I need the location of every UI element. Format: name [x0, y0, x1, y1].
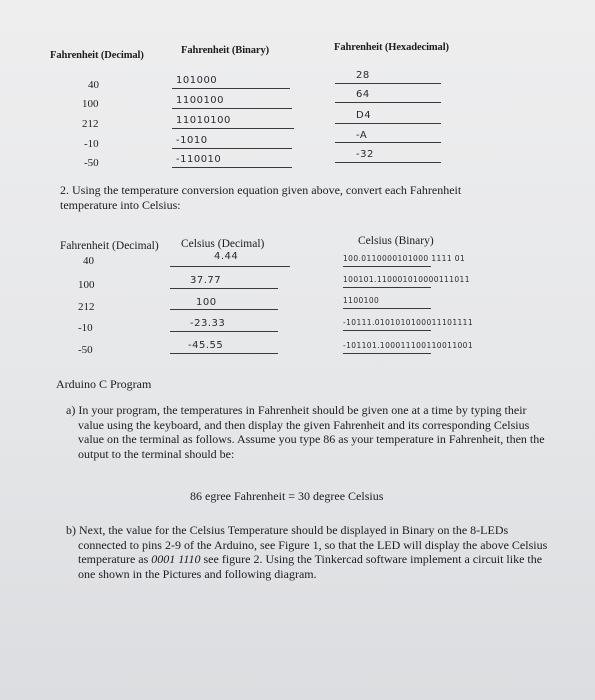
- table1-header-binary: Fahrenheit (Binary): [181, 45, 270, 56]
- table2-row-celsius: 100: [196, 297, 217, 308]
- table1-row-decimal: 212: [82, 118, 99, 130]
- table1-row-decimal: -10: [84, 138, 99, 150]
- table2-row-binary: 100101.110001010000111011: [343, 275, 470, 284]
- table2-row-fahrenheit: -10: [78, 322, 93, 334]
- table1-row-binary: 101000: [176, 75, 218, 86]
- table1-header-decimal: Fahrenheit (Decimal): [50, 50, 144, 61]
- table2-header-fahrenheit: Fahrenheit (Decimal): [60, 240, 159, 252]
- table1-row-decimal: 100: [82, 98, 99, 110]
- led-binary-value: 0001 1110: [151, 552, 201, 566]
- terminal-output-example: 86 egree Fahrenheit = 30 degree Celsius: [190, 489, 384, 503]
- table2-row-celsius: 37.77: [190, 275, 222, 286]
- table1-header-hex: Fahrenheit (Hexadecimal): [334, 42, 449, 53]
- table2-row-celsius: 4.44: [214, 251, 239, 262]
- table2-row-fahrenheit: 100: [78, 279, 95, 291]
- table2-row-fahrenheit: -50: [78, 344, 93, 356]
- table1-row-hex: 64: [356, 89, 370, 100]
- table2-row-fahrenheit: 40: [83, 255, 94, 267]
- arduino-part-a: a) In your program, the temperatures in Fahrenheit should be given one at a time by typing their value using the keyboard, and then display the given Fahrenheit and its corresponding Celsius value on the terminal as follows. Assume you type 86 as your temperature in Fahrenheit, then the output to the terminal should be:: [66, 403, 545, 461]
- table1-row-binary: 11010100: [176, 115, 231, 126]
- table1-row-decimal: -50: [84, 157, 99, 169]
- table1-row-hex: -A: [356, 130, 368, 141]
- table1-row-binary: 1100100: [176, 95, 225, 106]
- table2-row-binary: -10111.0101010100011101111: [343, 318, 474, 327]
- table1-row-binary: -1010: [176, 135, 208, 146]
- table1-row-hex: D4: [356, 110, 372, 121]
- table2-row-binary: -101101.100011100110011001: [343, 341, 474, 350]
- question2-text: 2. Using the temperature conversion equation given above, convert each Fahrenheit temperature into Celsius:: [60, 183, 462, 212]
- table1-row-binary: -110010: [176, 154, 222, 165]
- table2-header-celsius: Celsius (Decimal): [181, 238, 265, 250]
- table2-row-fahrenheit: 212: [78, 301, 95, 313]
- arduino-part-b: b) Next, the value for the Celsius Temperature should be displayed in Binary on the 8-LEDs connected to pins 2-9 of the Arduino, see Figure 1, so that the LED will display the above Celsius temperature as 0001 1110 see figure 2. Using the Tinkercad software implement a circuit like the one shown in the Pictures and following diagram.: [66, 523, 548, 581]
- table2-row-celsius: -23.33: [190, 318, 226, 329]
- table1-row-decimal: 40: [88, 79, 99, 91]
- table2-row-binary: 100.0110000101000 1111 01: [343, 254, 466, 263]
- table2-header-binary: Celsius (Binary): [358, 235, 434, 247]
- table2-row-celsius: -45.55: [188, 340, 224, 351]
- arduino-section-title: Arduino C Program: [56, 377, 152, 391]
- table1-row-hex: -32: [356, 149, 374, 160]
- table1-row-hex: 28: [356, 70, 370, 81]
- table2-row-binary: 1100100: [343, 296, 380, 305]
